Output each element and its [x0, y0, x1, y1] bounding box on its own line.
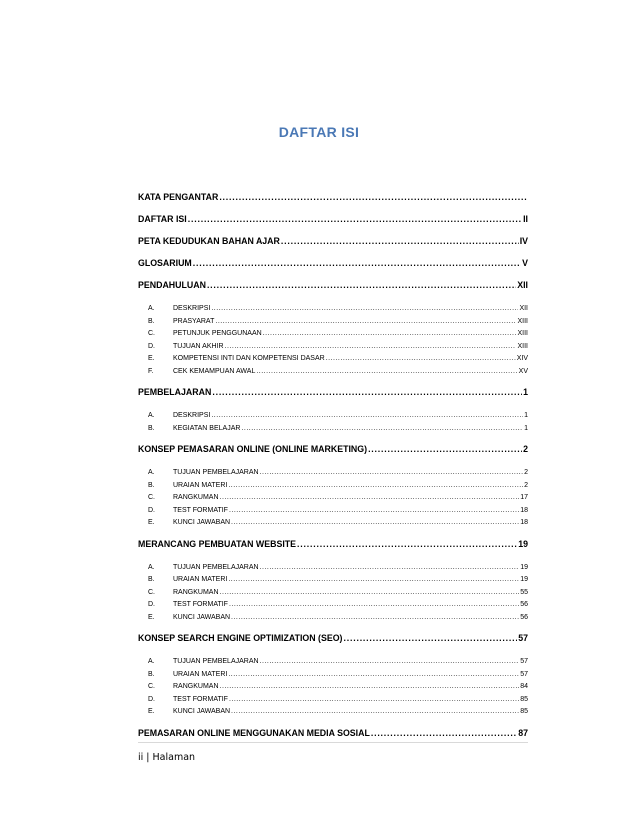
toc-entry-page: II [523, 214, 528, 224]
toc-subentry-label: DESKRIPSI [173, 412, 211, 419]
toc-entry-page: XII [517, 280, 528, 290]
toc-subentry-letter: B. [148, 576, 155, 583]
toc-entry[interactable] [138, 726, 528, 748]
toc-subentry-label: CEK KEMAMPUAN AWAL [173, 367, 256, 375]
toc-subentry-letter: A. [148, 563, 155, 571]
dot-leader [211, 410, 523, 421]
dot-leader [260, 562, 520, 573]
toc-subentry-label: KUNCI JAWABAN [173, 708, 231, 715]
dot-leader [368, 442, 522, 456]
toc-subentry[interactable] [138, 353, 528, 366]
toc-subentry-page: 57 [520, 670, 528, 678]
toc-subentry-letter: B. [148, 670, 155, 678]
toc-subentry[interactable] [138, 656, 528, 669]
toc-subentry-label: URAIAN MATERI [173, 576, 228, 583]
toc-subentry-label: RANGKUMAN [173, 588, 219, 596]
dot-leader [281, 234, 519, 248]
toc-entry-page: 2 [523, 444, 528, 454]
toc-subentry[interactable] [138, 467, 528, 480]
dot-leader [241, 423, 523, 434]
dot-leader [229, 694, 519, 705]
toc-subentry-page: 1 [524, 424, 528, 432]
dot-leader [188, 212, 522, 226]
dot-leader [229, 505, 519, 516]
dot-leader [211, 303, 518, 314]
toc-subentry-page: XV [518, 367, 528, 375]
dot-leader [225, 341, 517, 352]
toc-subentry-page: 84 [520, 683, 528, 690]
dot-leader [228, 480, 523, 491]
toc-subentry-label: KOMPETENSI INTI DAN KOMPETENSI DASAR [173, 355, 325, 362]
dot-leader [297, 537, 517, 551]
toc-subentry-page: 85 [520, 695, 528, 703]
toc-subentry[interactable] [138, 492, 528, 505]
toc-subentry-page: 18 [520, 506, 528, 514]
dot-leader [256, 366, 517, 377]
dot-leader [220, 492, 520, 503]
toc-entry[interactable] [138, 190, 528, 212]
toc-subentry-label: DESKRIPSI [173, 305, 211, 312]
toc-entry-label: KATA PENGANTAR [138, 192, 219, 202]
dot-leader [193, 256, 521, 270]
toc-subentry[interactable] [138, 341, 528, 354]
dot-leader [212, 385, 522, 399]
toc-subentry[interactable] [138, 517, 528, 530]
toc-entry[interactable] [138, 631, 528, 653]
toc-subentry[interactable] [138, 612, 528, 625]
toc-subentry[interactable] [138, 316, 528, 329]
toc-subentry-page: 57 [520, 658, 528, 665]
toc-entry-label: KONSEP PEMASARAN ONLINE (ONLINE MARKETING) [138, 444, 368, 454]
toc-subentry-label: RANGKUMAN [173, 683, 219, 690]
toc-subentry[interactable] [138, 694, 528, 707]
dot-leader [343, 631, 517, 645]
dot-leader [371, 726, 517, 740]
dot-leader [228, 574, 519, 585]
toc-subentry-page: 55 [520, 588, 528, 596]
toc-subentry-letter: D. [148, 342, 155, 350]
toc-entry-page: 19 [518, 538, 528, 549]
dot-leader [215, 316, 516, 327]
toc-subentry-letter: B. [148, 317, 155, 325]
toc-subentry[interactable] [138, 303, 528, 316]
toc-subentry-page: XIII [517, 330, 528, 337]
toc-subentry-label: URAIAN MATERI [173, 670, 228, 678]
toc-subentry-label: PRASYARAT [173, 317, 215, 325]
toc-subentry-page: 85 [520, 708, 528, 715]
toc-subentry-letter: A. [148, 305, 155, 312]
dot-leader [231, 612, 519, 623]
toc-subentry-page: 18 [520, 519, 528, 526]
toc-entry-label: PEMBELAJARAN [138, 387, 212, 397]
toc-entry-label: KONSEP SEARCH ENGINE OPTIMIZATION (SEO) [138, 633, 343, 643]
toc-subentry-page: XIII [517, 317, 528, 325]
toc-entry-page: 87 [518, 727, 528, 738]
toc-subentry-letter: C. [148, 588, 155, 596]
toc-subentry-letter: D. [148, 695, 155, 703]
toc-subentry-label: TEST FORMATIF [173, 601, 228, 608]
toc-subentry-letter: D. [148, 601, 155, 608]
toc-subentry-label: RANGKUMAN [173, 494, 219, 501]
footer-divider [138, 742, 528, 743]
toc-subentry[interactable] [138, 681, 528, 694]
toc-entry-label: PENDAHULUAN [138, 280, 206, 290]
toc-subentry-label: TEST FORMATIF [173, 695, 228, 703]
toc-entry-page: IV [519, 236, 528, 246]
page-footer: ii | Halaman [138, 752, 196, 763]
dot-leader [260, 656, 520, 667]
toc-subentry-page: 19 [520, 563, 528, 571]
toc-subentry-label: TUJUAN PEMBELAJARAN [173, 469, 259, 476]
toc-subentry-letter: A. [148, 412, 155, 419]
toc-subentry[interactable] [138, 706, 528, 719]
dot-leader [229, 599, 519, 610]
toc-entry[interactable] [138, 256, 528, 278]
toc-subentry-page: 19 [520, 576, 528, 583]
dot-leader [228, 669, 519, 680]
toc-subentry-letter: C. [148, 330, 155, 337]
toc-subentry-letter: D. [148, 506, 155, 514]
toc-entry-label: PETA KEDUDUKAN BAHAN AJAR [138, 236, 280, 246]
toc-entry[interactable] [138, 234, 528, 256]
toc-entry-label: GLOSARIUM [138, 258, 192, 268]
toc-subentry-letter: E. [148, 519, 155, 526]
dot-leader [231, 517, 519, 528]
toc-subentry[interactable] [138, 599, 528, 612]
toc-subentry-page: 2 [524, 469, 528, 476]
toc-subentry-label: KEGIATAN BELAJAR [173, 424, 241, 432]
dot-leader [326, 353, 516, 364]
toc-subentry-letter: B. [148, 481, 155, 489]
toc-subentry-page: 56 [520, 613, 528, 621]
page-title: DAFTAR ISI [278, 124, 360, 140]
dot-leader [220, 681, 520, 692]
toc-subentry-page: XIV [516, 355, 528, 362]
toc-subentry-label: KUNCI JAWABAN [173, 613, 231, 621]
toc-subentry-label: TUJUAN PEMBELAJARAN [173, 563, 259, 571]
toc-subentry-letter: C. [148, 494, 155, 501]
toc-subentry-page: 1 [524, 412, 528, 419]
toc-entry-label: PEMASARAN ONLINE MENGGUNAKAN MEDIA SOSIAL [138, 727, 370, 738]
toc-subentry-label: TUJUAN AKHIR [173, 342, 224, 350]
toc-entry[interactable] [138, 442, 528, 464]
toc-subentry[interactable] [138, 562, 528, 575]
toc-entry-page: 1 [523, 387, 528, 397]
dot-leader [220, 587, 520, 598]
toc-subentry-page: XIII [517, 342, 528, 350]
toc-entry-page: V [522, 258, 528, 268]
toc-subentry[interactable] [138, 423, 528, 436]
toc-subentry-page: 56 [520, 601, 528, 608]
dot-leader [231, 706, 519, 717]
toc-subentry-letter: E. [148, 355, 155, 362]
toc-subentry-letter: F. [148, 367, 154, 375]
dot-leader [219, 190, 527, 204]
toc-entry-label: DAFTAR ISI [138, 214, 187, 224]
toc-subentry[interactable] [138, 480, 528, 493]
toc-subentry-label: TEST FORMATIF [173, 506, 228, 514]
toc-entry-page: 57 [518, 633, 528, 643]
dot-leader [260, 467, 524, 478]
toc-subentry-label: KUNCI JAWABAN [173, 519, 231, 526]
toc-subentry-label: URAIAN MATERI [173, 481, 228, 489]
toc-subentry-letter: A. [148, 469, 155, 476]
toc-subentry-letter: E. [148, 708, 155, 715]
toc-entry[interactable] [138, 385, 528, 407]
toc-subentry[interactable] [138, 574, 528, 587]
toc-entry[interactable] [138, 278, 528, 300]
toc-entry-label: MERANCANG PEMBUATAN WEBSITE [138, 538, 297, 549]
table-of-contents [138, 190, 528, 748]
toc-subentry-page: 2 [524, 481, 528, 489]
toc-subentry-page: 17 [520, 494, 528, 501]
toc-entry[interactable] [138, 537, 528, 559]
toc-subentry-label: TUJUAN PEMBELAJARAN [173, 658, 259, 665]
dot-leader [207, 278, 516, 292]
toc-subentry-label: PETUNJUK PENGGUNAAN [173, 330, 262, 337]
toc-subentry[interactable] [138, 587, 528, 600]
toc-subentry[interactable] [138, 410, 528, 423]
toc-subentry-page: XII [519, 305, 528, 312]
toc-subentry-letter: B. [148, 424, 155, 432]
toc-subentry[interactable] [138, 669, 528, 682]
toc-entry[interactable] [138, 212, 528, 234]
toc-subentry-letter: E. [148, 613, 155, 621]
toc-subentry-letter: C. [148, 683, 155, 690]
dot-leader [263, 328, 517, 339]
toc-subentry-letter: A. [148, 658, 155, 665]
toc-subentry[interactable] [138, 328, 528, 341]
toc-subentry[interactable] [138, 505, 528, 518]
toc-subentry[interactable] [138, 366, 528, 379]
